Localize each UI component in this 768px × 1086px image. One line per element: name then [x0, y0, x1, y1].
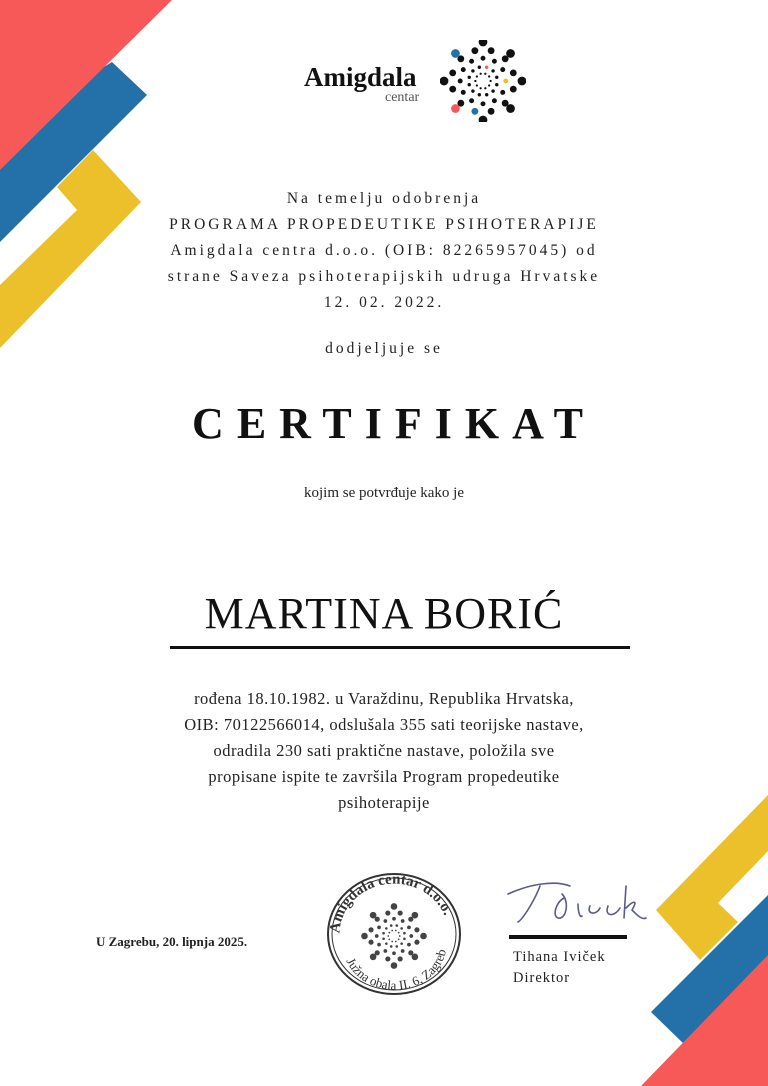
logo-dot: [510, 69, 517, 76]
certificate-body: [0, 686, 768, 816]
logo-dot: [403, 937, 406, 940]
logo-dot: [479, 116, 488, 122]
logo-dot: [471, 89, 474, 92]
body-line: OIB: 70122566014, odslušala 355 sati teorijske nastave,: [184, 715, 584, 734]
logo-dot: [506, 104, 515, 113]
logo-dot: [385, 910, 390, 915]
logo-dot: [458, 79, 463, 84]
logo-dot: [492, 59, 497, 64]
logo-dot: [476, 75, 478, 77]
stamp-top-text: Amigdala centar d.o.o.: [327, 871, 456, 934]
logo-dot: [385, 956, 390, 961]
logo-dot: [495, 76, 498, 79]
logo-dot: [368, 927, 373, 932]
logo-dot: [481, 56, 486, 61]
logo-dot: [395, 924, 398, 927]
logo-dot: [391, 941, 393, 943]
logo-dot: [383, 949, 387, 953]
logo-dot: [471, 47, 478, 54]
logo-dot: [392, 917, 396, 921]
logo-dot: [403, 932, 406, 935]
body-line: propisane ispite te završila Program propedeutike: [208, 767, 560, 786]
logo-dot: [375, 934, 379, 938]
logo-dot: [485, 66, 488, 69]
logo-dot: [385, 942, 388, 945]
signatory-name: Tihana Iviček: [513, 949, 606, 965]
place-date: U Zagrebu, 20. lipnja 2025.: [96, 934, 248, 949]
recipient-name: MARTINA BORIĆ: [204, 589, 564, 638]
logo-dot: [398, 910, 403, 915]
logo-dot: [500, 90, 505, 95]
logo-dot: [503, 79, 508, 84]
logo-dot: [468, 76, 471, 79]
logo-dot: [383, 919, 387, 923]
logo-dot: [480, 73, 482, 75]
signature-line: [509, 935, 627, 939]
body-line: psihoterapije: [338, 793, 430, 812]
certificate-title: CERTIFIKAT: [192, 399, 596, 448]
bottom-right-shapes: [641, 795, 768, 1086]
logo-dot: [471, 69, 474, 72]
logo-dot: [398, 939, 400, 941]
logo-dot: [479, 40, 488, 46]
logo-dot: [400, 927, 403, 930]
logo-dot: [485, 93, 488, 96]
logo-dot: [388, 932, 390, 934]
logo-dot: [382, 937, 385, 940]
logo-dot: [449, 69, 456, 76]
logo-dot: [420, 933, 427, 940]
logo-dot: [390, 945, 393, 948]
logo-dot: [488, 84, 490, 86]
logo-dot: [385, 927, 388, 930]
logo-dot: [488, 75, 490, 77]
logo-subtitle: centar: [385, 90, 420, 105]
logo-dot: [382, 932, 385, 935]
logo-dot: [492, 98, 497, 103]
logo-dot: [390, 924, 393, 927]
logo-dots-icon: [440, 40, 526, 122]
logo-dot: [377, 943, 381, 947]
logo-dot: [398, 932, 400, 934]
logo-name: Amigdala: [304, 62, 417, 92]
logo-dot: [391, 903, 398, 910]
logo-dot: [484, 73, 486, 75]
logo-dot: [480, 87, 482, 89]
logo-dot: [491, 89, 494, 92]
logo-dot: [491, 69, 494, 72]
logo-dot: [506, 49, 515, 58]
logo-dot: [391, 962, 398, 969]
logo-dot: [387, 935, 389, 937]
logo-dot: [377, 925, 381, 929]
stamp-logo-icon: [361, 903, 427, 969]
logo-dot: [368, 940, 373, 945]
logo-dot: [518, 77, 526, 86]
logo-dot: [474, 80, 476, 82]
intro-line: PROGRAMA PROPEDEUTIKE PSIHOTERAPIJE: [169, 216, 599, 233]
logo-dot: [412, 912, 419, 919]
logo-dot: [510, 86, 517, 93]
logo-dot: [395, 941, 397, 943]
logo-dot: [461, 67, 466, 72]
logo-dot: [468, 83, 471, 86]
grant-text: dodjeljuje se: [325, 340, 443, 357]
logo-dot: [399, 935, 401, 937]
body-line: odradila 230 sati praktične nastave, položila sve: [213, 741, 555, 760]
signatory-role: Direktor: [513, 970, 571, 986]
logo-dot: [401, 949, 405, 953]
logo-dot: [451, 104, 460, 113]
logo-dot: [469, 98, 474, 103]
logo-dot: [370, 954, 377, 961]
logo-dot: [488, 108, 495, 115]
logo-dot: [412, 954, 419, 961]
logo-dot: [398, 956, 403, 961]
logo-dot: [488, 47, 495, 54]
logo-dot: [478, 93, 481, 96]
logo-dot: [409, 934, 413, 938]
logo-dot: [400, 942, 403, 945]
logo-dot: [451, 49, 460, 58]
confirm-text: kojim se potvrđuje kako je: [304, 485, 464, 501]
logo-dot: [414, 927, 419, 932]
signature-handwriting: [500, 872, 650, 932]
logo-dot: [481, 101, 486, 106]
logo-dot: [471, 108, 478, 115]
logo-dot: [391, 930, 393, 932]
intro-line: Na temelju odobrenja: [286, 190, 482, 207]
logo-dot: [361, 933, 368, 940]
intro-line: 12. 02. 2022.: [323, 294, 445, 311]
company-stamp: [318, 868, 470, 998]
logo-dot: [414, 940, 419, 945]
name-underline: [170, 646, 630, 649]
logo-dot: [478, 66, 481, 69]
logo-dot: [484, 87, 486, 89]
logo-dot: [489, 80, 491, 82]
intro-line: strane Saveza psihoterapijskih udruga Hrvatske: [167, 268, 601, 285]
logo-dot: [476, 84, 478, 86]
logo-dot: [469, 59, 474, 64]
logo-dot: [370, 912, 377, 919]
logo-dot: [440, 77, 448, 86]
logo-dot: [407, 925, 411, 929]
logo-dot: [407, 943, 411, 947]
intro-line: Amigdala centra d.o.o. (OIB: 82265957045) od: [170, 242, 598, 259]
logo-dot: [500, 67, 505, 72]
stamp-bottom-text: Južna obala II. 6, Zagreb: [343, 947, 449, 993]
intro-text: [0, 186, 768, 316]
logo-dot: [395, 945, 398, 948]
logo-dot: [495, 83, 498, 86]
signatory: [513, 947, 606, 989]
logo-dot: [401, 919, 405, 923]
logo-dot: [388, 939, 390, 941]
logo-dot: [392, 951, 396, 955]
logo-dot: [449, 86, 456, 93]
logo-dot: [395, 930, 397, 932]
logo-dot: [461, 90, 466, 95]
body-line: rođena 18.10.1982. u Varaždinu, Republika Hrvatska,: [194, 689, 574, 708]
